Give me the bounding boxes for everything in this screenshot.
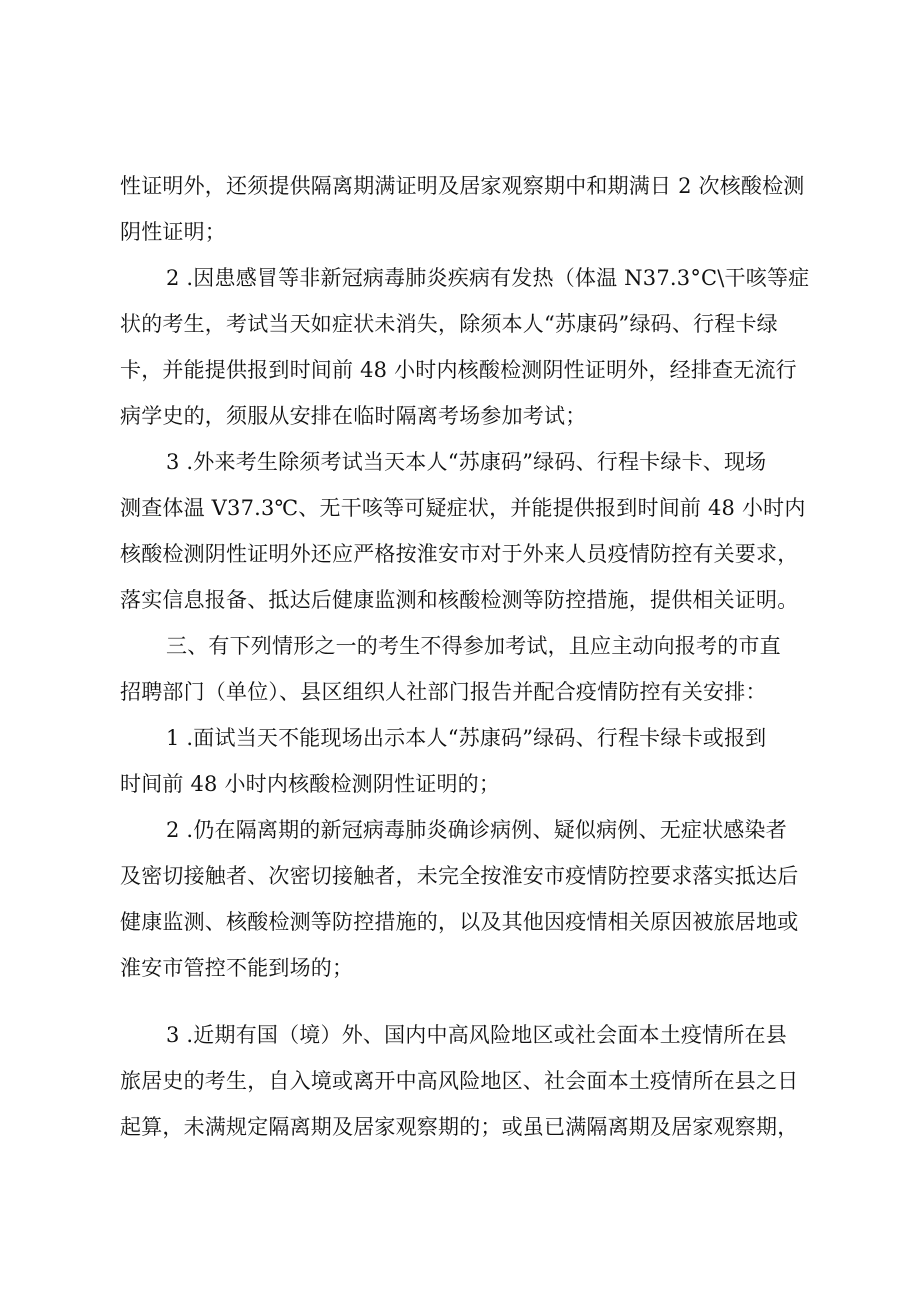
item-3-outside-line-2: 测查体温 V37.3℃、无干咳等可疑症状，并能提供报到时间前 48 小时内 [120,496,806,520]
exclusion-item-1-line-2: 时间前 48 小时内核酸检测阴性证明的； [120,772,501,796]
item-2-fever-line-4: 病学史的，须服从安排在临时隔离考场参加考试； [120,404,587,428]
item-3-outside-line-4: 落实信息报备、抵达后健康监测和核酸检测等防控措施，提供相关证明。 [120,588,799,612]
exclusion-item-3-line-3: 起算，未满规定隔离期及居家观察期的；或虽已满隔离期及居家观察期， [120,1115,799,1139]
exclusion-item-2-line-3: 健康监测、核酸检测等防控措施的，以及其他因疫情相关原因被旅居地或 [120,910,799,934]
exclusion-item-1-line-1: 1 .面试当天不能现场出示本人“苏康码”绿码、行程卡绿卡或报到 [166,726,767,750]
exclusion-item-3-line-1: 3 .近期有国（境）外、国内中高风险地区或社会面本土疫情所在县 [166,1023,787,1047]
section-three-heading-line-2: 招聘部门（单位）、县区组织人社部门报告并配合疫情防控有关安排： [120,680,767,704]
item-2-fever-line-2: 状的考生，考试当天如症状未消失，除须本人“苏康码”绿码、行程卡绿 [120,312,778,336]
exclusion-item-2-line-2: 及密切接触者、次密切接触者，未完全按淮安市疫情防控要求落实抵达后 [120,864,799,888]
item-3-outside-line-1: 3 .外来考生除须考试当天本人“苏康码”绿码、行程卡绿卡、现场 [166,450,767,474]
item-3-outside-line-3: 核酸检测阴性证明外还应严格按淮安市对于外来人员疫情防控有关要求， [120,542,799,566]
item-2-fever-line-1: 2 .因患感冒等非新冠病毒肺炎疾病有发热（体温 N37.3°C\干咳等症 [166,266,810,290]
text-line-1: 性证明外，还须提供隔离期满证明及居家观察期中和期满日 2 次核酸检测 [120,174,805,198]
exclusion-item-3-line-2: 旅居史的考生，自入境或离开中高风险地区、社会面本土疫情所在县之日 [120,1069,799,1093]
item-2-fever-line-3: 卡，并能提供报到时间前 48 小时内核酸检测阴性证明外，经排查无流行 [120,358,797,382]
text-line-2: 阴性证明； [120,220,226,244]
section-three-heading-line-1: 三、有下列情形之一的考生不得参加考试，且应主动向报考的市直 [166,634,781,658]
exclusion-item-2-line-4: 淮安市管控不能到场的； [120,956,354,980]
exclusion-item-2-line-1: 2 .仍在隔离期的新冠病毒肺炎确诊病例、疑似病例、无症状感染者 [166,818,787,842]
